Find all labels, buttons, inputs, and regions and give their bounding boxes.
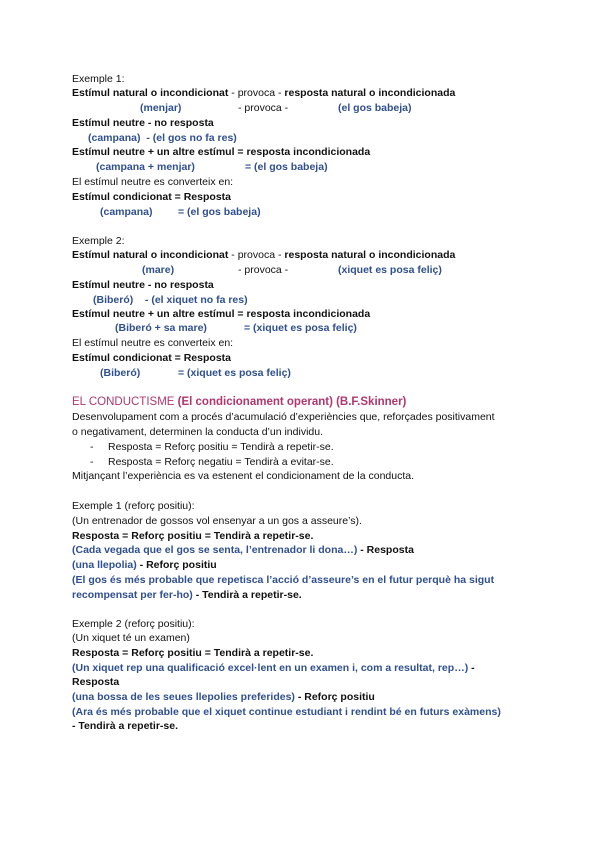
text: - provoca -: [228, 87, 285, 99]
text: Estímul natural o incondicionat: [72, 87, 229, 99]
example-2-line-4: [93, 293, 248, 307]
text: resposta natural o incondicionada: [284, 249, 456, 261]
example-2-line-1: [72, 248, 455, 262]
example-4-line-6: (Ara és més probable que el xiquet continue estudiant i rendint bé en futurs exàmens): [72, 706, 501, 718]
text: (menjar): [140, 102, 182, 114]
example-3-line-3: [72, 543, 414, 557]
example-4-line-7: - Tendirà a repetir-se.: [72, 720, 179, 732]
text: - Resposta: [357, 544, 414, 556]
example-4-line-3: [72, 661, 475, 675]
example-1-line-1: [72, 86, 455, 100]
text: (el gos babeja): [338, 102, 412, 114]
text: (campana + menjar): [96, 161, 195, 173]
text: (una bossa de les seues llepolies preferides): [72, 691, 295, 703]
text: recompensat per fer-ho): [72, 589, 193, 601]
example-4-line-4: Resposta: [72, 676, 120, 688]
text: = (xiquet es posa feliç): [178, 367, 291, 379]
example-2-line-8: Estímul condicionat = Resposta: [72, 352, 231, 364]
example-3-line-1: (Un entrenador de gossos vol ensenyar a un gos a asseure’s).: [72, 515, 362, 527]
text: (mare): [142, 264, 175, 276]
text: (Un xiquet rep una qualificació excel·lent en un examen i, com a resultat, rep…): [72, 662, 469, 674]
section-heading: [72, 395, 406, 409]
text: - Reforç positiu: [136, 559, 217, 571]
text: = (xiquet es posa feliç): [244, 322, 357, 334]
text: - (el xiquet no fa res): [144, 294, 248, 306]
text: - provoca -: [238, 102, 289, 114]
section-paragraph-3: Mitjançant l’experiència es va estenent el condicionament de la conducta.: [72, 470, 415, 482]
example-1-line-7: El estímul neutre es converteix en:: [72, 176, 234, 188]
example-1-line-3: Estímul neutre - no resposta: [72, 117, 214, 129]
example-2-line-5: Estímul neutre + un altre estímul = resposta incondicionada: [72, 308, 371, 320]
text: - provoca -: [238, 264, 289, 276]
example-1-line-8: Estímul condicionat = Resposta: [72, 191, 231, 203]
example-3-line-5: (El gos és més probable que repetisca l’acció d’asseure’s en el futur perquè ha sigut: [72, 574, 495, 586]
text: = (el gos babeja): [178, 206, 261, 218]
section-paragraph-2: o negativament, determinen la conducta d’un individu.: [72, 426, 323, 438]
example-4-line-2: Resposta = Reforç positiu = Tendirà a repetir-se.: [72, 647, 314, 659]
bullet-item-1: Resposta = Reforç positiu = Tendirà a repetir-se.: [108, 441, 334, 453]
example-4-line-5: [72, 690, 375, 704]
example-2-line-7: El estímul neutre es converteix en:: [72, 337, 234, 349]
text: (Biberó): [100, 367, 141, 379]
bullet-marker: -: [90, 456, 94, 468]
text: (Cada vegada que el gos se senta, l’entrenador li dona…): [72, 544, 358, 556]
text: (El condicionament operant) (B.F.Skinner): [177, 396, 407, 408]
bullet-item-2: Resposta = Reforç negatiu = Tendirà a evitar-se.: [108, 456, 334, 468]
text: (campana): [88, 132, 141, 144]
text: (Biberó): [93, 294, 134, 306]
example-2-line-3: Estímul neutre - no resposta: [72, 279, 214, 291]
text: = (el gos babeja): [245, 161, 328, 173]
example-4-line-1: (Un xiquet té un examen): [72, 632, 190, 644]
example-3-line-2: Resposta = Reforç positiu = Tendirà a repetir-se.: [72, 530, 314, 542]
text: resposta natural o incondicionada: [284, 87, 456, 99]
example-4-title: Exemple 2 (reforç positiu):: [72, 618, 195, 630]
text: - Tendirà a repetir-se.: [192, 589, 302, 601]
example-3-line-4: [72, 558, 217, 572]
example-1-line-5: Estímul neutre + un altre estímul = resposta incondicionada: [72, 146, 371, 158]
example-3-title: Exemple 1 (reforç positiu):: [72, 500, 195, 512]
text: - provoca -: [228, 249, 285, 261]
text: Estímul natural o incondicionat: [72, 249, 229, 261]
example-1-line-4: [88, 131, 237, 145]
example-2-title: Exemple 2:: [72, 235, 125, 247]
text: -: [468, 662, 475, 674]
text: (xiquet es posa feliç): [338, 264, 442, 276]
bullet-marker: -: [90, 441, 94, 453]
text: (campana): [100, 206, 153, 218]
example-3-line-6: [72, 588, 302, 602]
text: - Reforç positiu: [294, 691, 375, 703]
text: (una llepolia): [72, 559, 137, 571]
text: (Biberó + sa mare): [115, 322, 207, 334]
text: - (el gos no fa res): [146, 132, 237, 144]
text: EL CONDUCTISME: [72, 396, 178, 408]
example-1-title: Exemple 1:: [72, 73, 125, 85]
section-paragraph-1: Desenvolupament com a procés d’acumulació d’experiències que, reforçades positivament: [72, 411, 495, 423]
